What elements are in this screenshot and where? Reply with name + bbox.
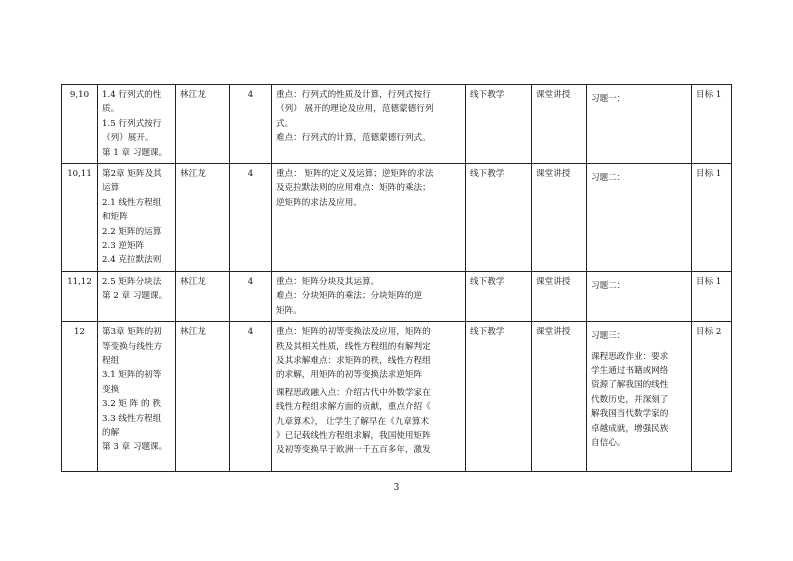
exercise-cell: 习题二： xyxy=(587,271,692,321)
key-points-cell: 重点： 矩阵的定义及运算；逆矩阵的求法 及克拉默法则的应用难点：矩阵的乘法； 逆矩阵的求法及应用。 xyxy=(272,164,466,272)
mode-cell: 线下教学 xyxy=(466,164,532,272)
method-cell: 课堂讲授 xyxy=(532,322,587,472)
week-cell: 11,12 xyxy=(62,271,98,321)
content-cell: 2.5 矩阵分块法 第 2 章 习题课。 xyxy=(98,271,176,321)
hours-cell: 4 xyxy=(230,164,272,272)
table-row xyxy=(62,322,732,472)
mode-cell: 线下教学 xyxy=(466,271,532,321)
goal-cell: 目标 1 xyxy=(692,271,732,321)
teacher-cell: 林江龙 xyxy=(176,271,230,321)
table-row xyxy=(62,271,732,321)
exercise-cell: 习题二： xyxy=(587,164,692,272)
method-cell: 课堂讲授 xyxy=(532,271,587,321)
hours-cell: 4 xyxy=(230,271,272,321)
mode-cell: 线下教学 xyxy=(466,322,532,472)
method-cell: 课堂讲授 xyxy=(532,164,587,272)
key-points-cell: 重点：行列式的性质及计算，行列式按行 （列） 展开的理论及应用，范德蒙德行列 式。 难点：行列式的计算，范德蒙德行列式。 xyxy=(272,85,466,164)
table-row xyxy=(62,164,732,272)
teacher-cell: 林江龙 xyxy=(176,164,230,272)
method-cell: 课堂讲授 xyxy=(532,85,587,164)
mode-cell: 线下教学 xyxy=(466,85,532,164)
goal-cell: 目标 1 xyxy=(692,164,732,272)
teacher-cell: 林江龙 xyxy=(176,85,230,164)
content-cell: 第2章 矩阵及其 运算 2.1 线性方程组 和矩阵 2.2 矩阵的运算 2.3 逆矩阵 2.4 克拉默法则 xyxy=(98,164,176,272)
hours-cell: 4 xyxy=(230,322,272,472)
week-cell: 10,11 xyxy=(62,164,98,272)
teacher-cell: 林江龙 xyxy=(176,322,230,472)
key-points-cell xyxy=(272,322,466,472)
exercise-cell: 习题一： xyxy=(587,85,692,164)
exercise-cell: 习题三： 课程思政作业：要求 学生通过书籍或网络 资源了解我国的线性 代数历史，并深刻了 解我国当代数学家的 卓越成就，增强民族 自信心。 xyxy=(587,322,692,472)
goal-cell: 目标 2 xyxy=(692,322,732,472)
key-points-paragraph: 重点：矩阵的初等变换法及应用，矩阵的 秩及其相关性质，线性方程组的有解判定 及其求解难点：求矩阵的秩，线性方程组 的求解，用矩阵的初等变换法求逆矩阵 xyxy=(276,327,431,381)
week-cell: 9,10 xyxy=(62,85,98,164)
goal-cell: 目标 1 xyxy=(692,85,732,164)
table-row xyxy=(62,85,732,164)
teaching-schedule-table xyxy=(61,84,732,472)
key-points-cell: 重点：矩阵分块及其运算。 难点：分块矩阵的乘法；分块矩阵的逆 矩阵。 xyxy=(272,271,466,321)
page-number: 3 xyxy=(393,483,400,493)
hours-cell: 4 xyxy=(230,85,272,164)
content-cell: 第3章 矩阵的初 等变换与线性方 程组 3.1 矩阵的初等 变换 3.2 矩 阵 的 秩 3.3 线性方程组 的解 第 3 章 习题课。 xyxy=(98,322,176,472)
content-cell: 1.4 行列式的性 质。 1.5 行列式按行 （列）展开。 第 1 章 习题课。 xyxy=(98,85,176,164)
homework-paragraph: 课程思政作业：要求 学生通过书籍或网络 资源了解我国的线性 代数历史，并深刻了 解我国当代数学家的 卓越成就，增强民族 自信心。 xyxy=(591,351,669,448)
ideology-paragraph: 课程思政融入点：介绍古代中外数学家在 线性方程组求解方面的贡献，重点介绍《 九章算术》， 让学生了解早在《九章算术 》已记载线性方程组求解，我国使用矩阵 及初等变换早于欧洲一千五百多年，激发 xyxy=(276,387,431,456)
week-cell: 12 xyxy=(62,322,98,472)
